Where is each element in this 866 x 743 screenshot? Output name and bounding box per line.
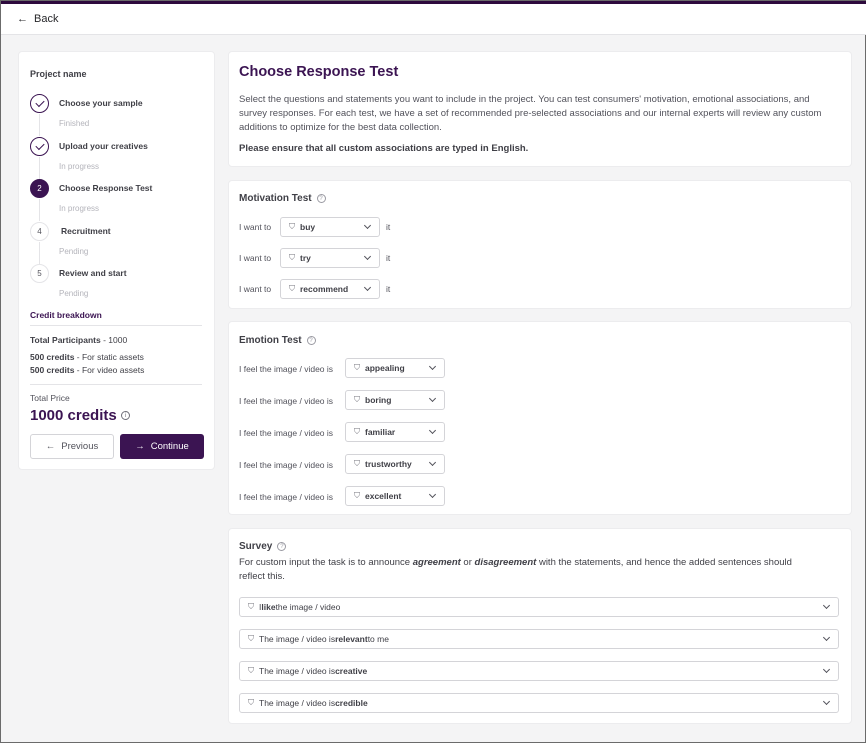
shield-icon: ⛉ — [354, 459, 360, 468]
emotion-prefix: I feel the image / video is — [239, 428, 334, 438]
total-participants-value: - 1000 — [100, 335, 128, 345]
statement-keyword: like — [261, 602, 276, 612]
survey-desc-text: or — [460, 557, 475, 568]
chevron-down-icon — [364, 222, 371, 229]
selected-value: familiar — [365, 427, 396, 437]
checkmark-icon — [35, 141, 44, 150]
step-review-start[interactable] — [30, 264, 205, 304]
progress-sidebar — [18, 51, 215, 470]
selected-value: buy — [300, 222, 316, 232]
chevron-down-icon — [429, 491, 436, 498]
motivation-prefix: I want to — [239, 222, 272, 232]
survey-desc-disagreement: disagreement — [474, 557, 537, 568]
step-title: Choose your sample — [59, 98, 143, 108]
divider — [30, 325, 202, 326]
survey-desc-text: For custom input the task is to announce — [239, 557, 413, 568]
help-icon[interactable]: ? — [307, 336, 316, 345]
continue-label: Continue — [150, 441, 189, 452]
total-participants — [30, 335, 127, 345]
step-done-indicator — [30, 137, 49, 156]
chevron-down-icon — [429, 395, 436, 402]
step-title: Upload your creatives — [59, 141, 148, 151]
emotion-select-boring[interactable] — [345, 390, 445, 410]
intro-note: Please ensure that all custom associations are typed in English. — [239, 143, 529, 154]
shield-icon: ⛉ — [248, 698, 254, 707]
emotion-select-trustworthy[interactable] — [345, 454, 445, 474]
emotion-prefix: I feel the image / video is — [239, 364, 334, 374]
step-title: Choose Response Test — [59, 183, 153, 193]
credit-breakdown-title: Credit breakdown — [30, 310, 102, 320]
emotion-select-familiar[interactable] — [345, 422, 445, 442]
chevron-down-icon — [823, 634, 830, 641]
project-name: Project name — [30, 69, 87, 79]
credit-line — [30, 365, 144, 375]
help-icon[interactable]: ? — [317, 194, 326, 203]
total-price-label: Total Price — [30, 393, 70, 403]
emotion-test-card — [228, 321, 852, 515]
chevron-down-icon — [364, 284, 371, 291]
info-icon[interactable]: i — [121, 411, 130, 420]
previous-button[interactable] — [30, 434, 114, 459]
total-price — [30, 407, 130, 424]
motivation-title: Motivation Test — [239, 193, 312, 204]
credit-amount: 500 credits — [30, 365, 75, 375]
shield-icon: ⛉ — [248, 634, 254, 643]
selected-value: appealing — [365, 363, 405, 373]
arrow-left-icon: ← — [17, 13, 28, 25]
step-connector — [39, 242, 40, 264]
survey-desc-text: with the statements, and hence the added sentences should reflect this. — [239, 557, 792, 582]
statement-keyword: creative — [335, 666, 368, 676]
statement-post: to me — [367, 634, 389, 644]
chevron-down-icon — [429, 363, 436, 370]
total-participants-label: Total Participants — [30, 335, 101, 345]
intro-card — [228, 51, 852, 167]
selected-value: excellent — [365, 491, 402, 501]
motivation-select-recommend[interactable] — [280, 279, 380, 299]
step-connector — [39, 114, 40, 136]
emotion-prefix: I feel the image / video is — [239, 396, 334, 406]
step-status: Finished — [59, 119, 90, 128]
chevron-down-icon — [823, 698, 830, 705]
credit-amount: 500 credits — [30, 352, 75, 362]
statement-pre: I — [259, 602, 262, 612]
emotion-select-appealing[interactable] — [345, 358, 445, 378]
motivation-suffix: it — [386, 253, 391, 263]
credit-line — [30, 352, 144, 362]
survey-card — [228, 528, 852, 724]
step-number: 4 — [30, 222, 49, 241]
statement-post: the image / video — [275, 602, 341, 612]
chevron-down-icon — [823, 602, 830, 609]
selected-value: boring — [365, 395, 392, 405]
chevron-down-icon — [429, 427, 436, 434]
selected-value: try — [300, 253, 311, 263]
selected-value: trustworthy — [365, 459, 412, 469]
motivation-select-buy[interactable] — [280, 217, 380, 237]
step-title: Recruitment — [61, 226, 111, 236]
chevron-down-icon — [429, 459, 436, 466]
continue-button[interactable] — [120, 434, 204, 459]
motivation-prefix: I want to — [239, 253, 272, 263]
step-status: Pending — [59, 247, 89, 256]
step-number: 5 — [30, 264, 49, 283]
intro-description: Select the questions and statements you want to include in the project. You can test consumers' motivation, emotional associations, and survey responses. For each test, we have a set of recommended pre-selected associations and our internal experts will review any custom additions to optimize for the best data collection. — [239, 94, 822, 133]
survey-desc-agreement: agreement — [412, 557, 461, 568]
shield-icon: ⛉ — [289, 222, 295, 231]
statement-pre: The image / video is — [259, 666, 336, 676]
step-choose-response-test[interactable] — [30, 179, 205, 219]
survey-statement-select[interactable] — [239, 597, 839, 617]
shield-icon: ⛉ — [354, 427, 360, 436]
motivation-suffix: it — [386, 284, 391, 294]
previous-label: Previous — [61, 441, 99, 452]
step-status: Pending — [59, 289, 89, 298]
statement-keyword: credible — [335, 698, 368, 708]
statement-pre: The image / video is — [259, 698, 336, 708]
motivation-select-try[interactable] — [280, 248, 380, 268]
back-link[interactable] — [17, 13, 58, 25]
section-title — [239, 193, 326, 204]
survey-statement-select[interactable] — [239, 629, 839, 649]
credit-desc: - For video assets — [74, 365, 145, 375]
step-connector — [39, 157, 40, 179]
back-label: Back — [34, 13, 59, 25]
checkmark-icon — [35, 98, 44, 107]
shield-icon: ⛉ — [354, 363, 360, 372]
arrow-right-icon: → — [135, 441, 145, 452]
survey-statement-select[interactable] — [239, 661, 839, 681]
step-done-indicator — [30, 94, 49, 113]
section-title — [239, 335, 316, 346]
shield-icon: ⛉ — [248, 666, 254, 675]
top-bar — [1, 4, 866, 35]
motivation-test-card — [228, 180, 852, 309]
chevron-down-icon — [364, 253, 371, 260]
step-choose-sample[interactable] — [30, 94, 205, 134]
survey-description — [239, 556, 799, 584]
section-title — [239, 541, 286, 552]
arrow-left-icon: ← — [45, 441, 56, 452]
chevron-down-icon — [823, 666, 830, 673]
credit-desc: - For static assets — [74, 352, 144, 362]
step-recruitment[interactable] — [30, 222, 205, 262]
step-connector — [39, 199, 40, 221]
shield-icon: ⛉ — [289, 253, 295, 262]
motivation-prefix: I want to — [239, 284, 272, 294]
step-upload-creatives[interactable] — [30, 137, 205, 177]
emotion-prefix: I feel the image / video is — [239, 460, 334, 470]
survey-statement-select[interactable] — [239, 693, 839, 713]
motivation-suffix: it — [386, 222, 391, 232]
shield-icon: ⛉ — [248, 602, 254, 611]
emotion-title: Emotion Test — [239, 335, 302, 346]
help-icon[interactable]: ? — [277, 542, 286, 551]
survey-title: Survey — [239, 541, 273, 552]
statement-pre: The image / video is — [259, 634, 336, 644]
step-number: 2 — [30, 179, 49, 198]
divider — [30, 384, 202, 385]
shield-icon: ⛉ — [354, 491, 360, 500]
shield-icon: ⛉ — [354, 395, 360, 404]
step-title: Review and start — [59, 268, 127, 278]
total-price-value: 1000 credits — [30, 407, 117, 424]
shield-icon: ⛉ — [289, 284, 295, 293]
step-status: In progress — [59, 162, 100, 171]
step-status: In progress — [59, 204, 100, 213]
emotion-prefix: I feel the image / video is — [239, 492, 334, 502]
selected-value: recommend — [300, 284, 349, 294]
emotion-select-excellent[interactable] — [345, 486, 445, 506]
page-title: Choose Response Test — [239, 64, 399, 80]
statement-keyword: relevant — [335, 634, 368, 644]
